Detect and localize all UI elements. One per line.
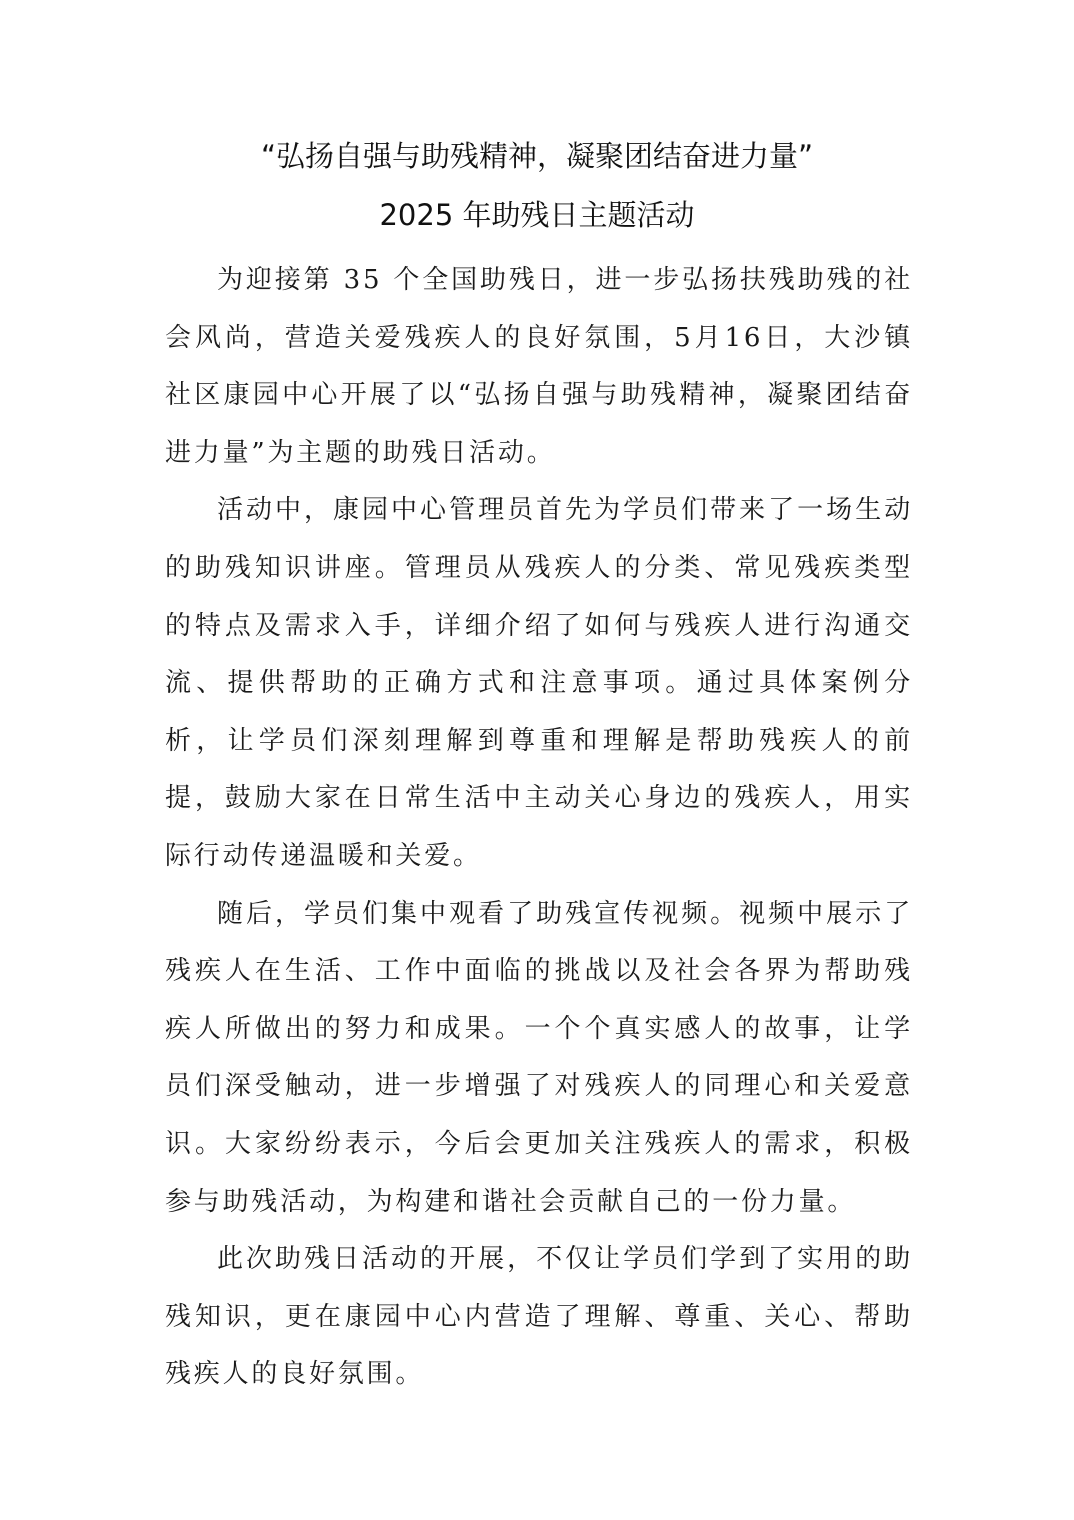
- paragraph-lecture: 活动中，康园中心管理员首先为学员们带来了一场生动的助残知识讲座。管理员从残疾人的分类、常见残疾类型的特点及需求入手，详细介绍了如何与残疾人进行沟通交流、提供帮助的正确方式和注意事项。通过具体案例分析，让学员们深刻理解到尊重和理解是帮助残疾人的前提，鼓励大家在日常生活中主动关心身边的残疾人，用实际行动传递温暖和关爱。: [165, 495, 913, 871]
- paragraph-video: 随后，学员们集中观看了助残宣传视频。视频中展示了残疾人在生活、工作中面临的挑战以及社会各界为帮助残疾人所做出的努力和成果。一个个真实感人的故事，让学员们深受触动，进一步增强了对残疾人的同理心和关爱意识。大家纷纷表示，今后会更加关注残疾人的需求，积极参与助残活动，为构建和谐社会贡献自己的一份力量。: [165, 898, 913, 1217]
- document-body: [165, 252, 913, 1404]
- paragraph-intro: 为迎接第 35 个全国助残日，进一步弘扬扶残助残的社会风尚，营造关爱残疾人的良好氛围，5月16日，大沙镇社区康园中心开展了以“弘扬自强与助残精神，凝聚团结奋进力量”为主题的助残日活动。: [165, 265, 913, 468]
- document-title-line-2: 2025 年助残日主题活动: [379, 198, 695, 232]
- paragraph-conclusion: 此次助残日活动的开展，不仅让学员们学到了实用的助残知识，更在康园中心内营造了理解、尊重、关心、帮助残疾人的良好氛围。: [165, 1244, 913, 1390]
- document-title-line-1: “弘扬自强与助残精神，凝聚团结奋进力量”: [260, 139, 814, 173]
